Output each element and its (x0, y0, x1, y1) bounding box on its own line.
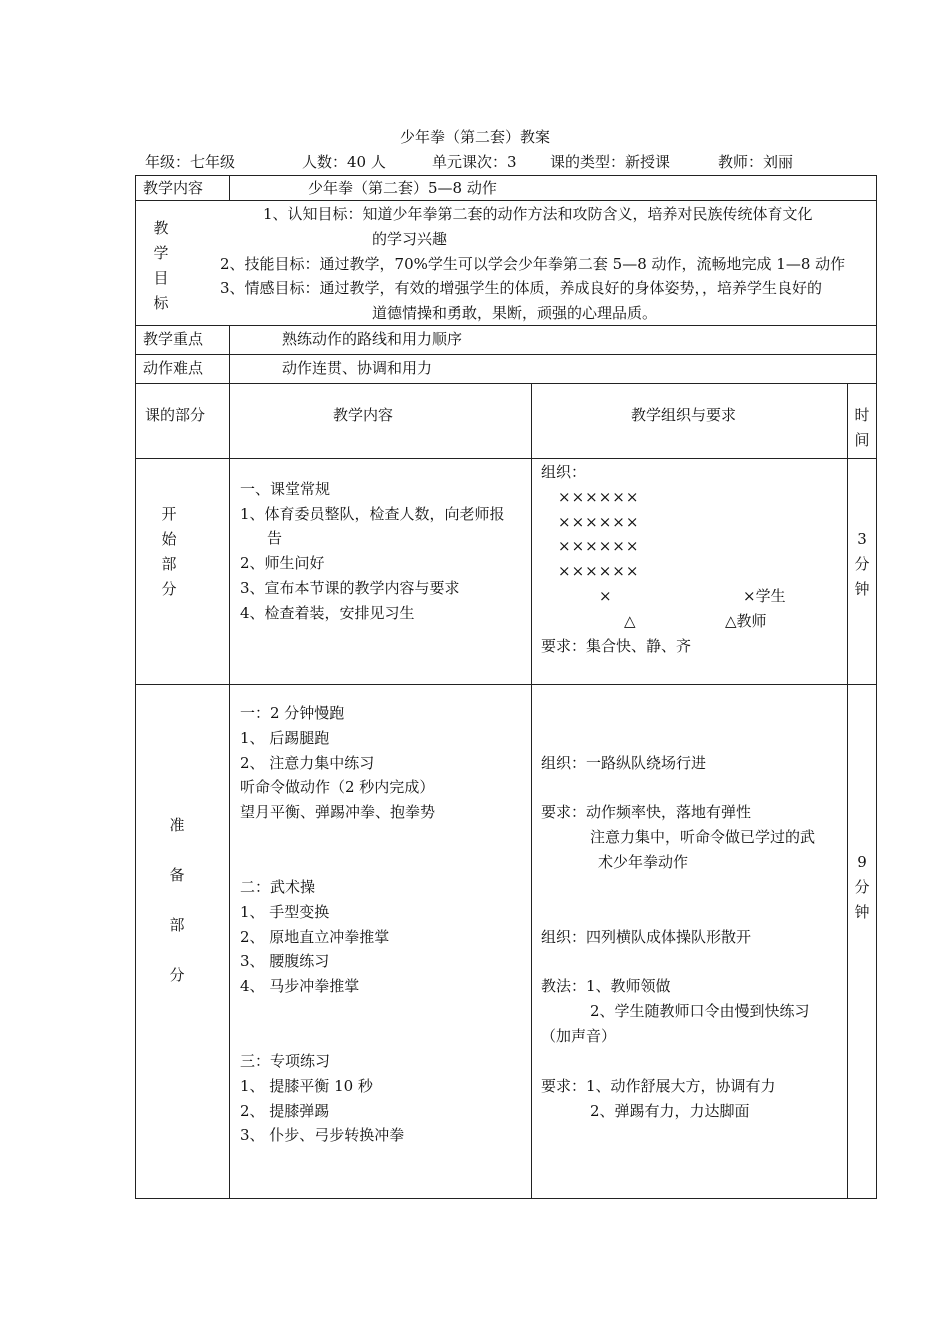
jog-requirement-cont: 术少年拳动作 (598, 853, 689, 871)
routine-item-3: 3、宣布本节课的教学内容与要求 (240, 579, 460, 597)
jog-item: 望月平衡、弹踢冲拳、抱拳势 (240, 803, 436, 821)
key-point-label: 教学重点 (143, 330, 204, 348)
objective-cognitive-cont: 的学习兴趣 (372, 230, 448, 248)
student-formation-row: ×××××× (558, 488, 640, 506)
jog-item: 1、 后踢腿跑 (240, 729, 330, 747)
teacher-name: 教师：刘丽 (718, 153, 794, 171)
special-practice-item: 3、 仆步、弓步转换冲拳 (240, 1126, 405, 1144)
lesson-number: 单元课次：3 (432, 153, 517, 171)
teacher-mark: △ (624, 612, 636, 630)
start-duration: 3 分 钟 (854, 530, 870, 598)
start-requirement: 要求：集合快、静、齐 (541, 637, 692, 655)
jog-item: 听命令做动作（2 秒内完成） (240, 778, 435, 796)
objective-label: 教 学 目 标 (153, 219, 169, 312)
routine-item-4: 4、检查着装，安排见习生 (240, 604, 415, 622)
calisthenics-item: 1、 手型变换 (240, 903, 330, 921)
special-practice-heading: 三：专项练习 (240, 1052, 331, 1070)
key-point-value: 熟练动作的路线和用力顺序 (282, 330, 463, 348)
section-warmup-label: 准 备 部 分 (169, 816, 185, 984)
student-count: 人数：40 人 (302, 153, 386, 171)
jog-heading: 一：2 分钟慢跑 (240, 704, 345, 722)
practice-requirement: 要求：1、动作舒展大方，协调有力 (541, 1077, 776, 1095)
difficulty-value: 动作连贯、协调和用力 (282, 359, 433, 377)
calisthenics-item: 4、 马步冲拳推掌 (240, 977, 360, 995)
routine-heading: 一、课堂常规 (240, 480, 331, 498)
teacher-legend: △教师 (725, 612, 767, 630)
objective-emotion-cont: 道德情操和勇敢，果断，顽强的心理品质。 (372, 304, 658, 322)
routine-item-1: 1、体育委员整队，检查人数，向老师报 (240, 505, 505, 523)
content-value: 少年拳（第二套）5—8 动作 (308, 179, 497, 197)
routine-item-1-cont: 告 (267, 529, 283, 547)
jog-item: 2、 注意力集中练习 (240, 754, 375, 772)
student-formation-row: ×××××× (558, 513, 640, 531)
student-legend: ×学生 (743, 587, 786, 605)
teaching-method-cont: （加声音） (541, 1027, 617, 1045)
calisthenics-item: 2、 原地直立冲拳推掌 (240, 928, 390, 946)
practice-requirement-cont: 2、弹踢有力，力达脚面 (590, 1102, 750, 1120)
teaching-method: 教法：1、教师领做 (541, 977, 671, 995)
objective-skill: 2、技能目标：通过教学，70%学生可以学会少年拳第二套 5—8 动作，流畅地完成 1—8 动作 (220, 255, 846, 273)
objective-cognitive: 1、认知目标：知道少年拳第二套的动作方法和攻防含义，培养对民族传统体育文化 (263, 205, 813, 223)
special-practice-item: 2、 提膝弹踢 (240, 1102, 330, 1120)
content-label: 教学内容 (143, 179, 204, 197)
calisthenics-item: 3、 腰腹练习 (240, 952, 330, 970)
lesson-type: 课的类型：新授课 (550, 153, 671, 171)
grade-info: 年级：七年级 (145, 153, 236, 171)
jog-requirement-cont: 注意力集中，听命令做已学过的武 (590, 828, 816, 846)
document-title: 少年拳（第二套）教案 (399, 128, 550, 146)
header-organization: 教学组织与要求 (631, 406, 737, 424)
organization-label: 组织： (541, 463, 587, 481)
header-content: 教学内容 (333, 406, 394, 424)
calisthenics-heading: 二：武术操 (240, 878, 316, 896)
objective-emotion: 3、情感目标：通过教学，有效的增强学生的体质，养成良好的身体姿势，，培养学生良好的 (220, 279, 823, 297)
warmup-duration: 9 分 钟 (854, 853, 870, 921)
student-formation-row: ×××××× (558, 537, 640, 555)
special-practice-item: 1、 提膝平衡 10 秒 (240, 1077, 373, 1095)
student-formation-row: ×××××× (558, 562, 640, 580)
teaching-method-cont: 2、学生随教师口令由慢到快练习 (590, 1002, 810, 1020)
calisthenics-organization: 组织：四列横队成体操队形散开 (541, 928, 752, 946)
jog-organization: 组织：一路纵队绕场行进 (541, 754, 707, 772)
header-time: 时 间 (854, 406, 870, 449)
routine-item-2: 2、师生问好 (240, 554, 325, 572)
student-mark: × (599, 587, 612, 605)
jog-requirement: 要求：动作频率快，落地有弹性 (541, 803, 752, 821)
section-start-label: 开 始 部 分 (161, 505, 177, 598)
header-part: 课的部分 (145, 406, 206, 424)
difficulty-label: 动作难点 (143, 359, 204, 377)
